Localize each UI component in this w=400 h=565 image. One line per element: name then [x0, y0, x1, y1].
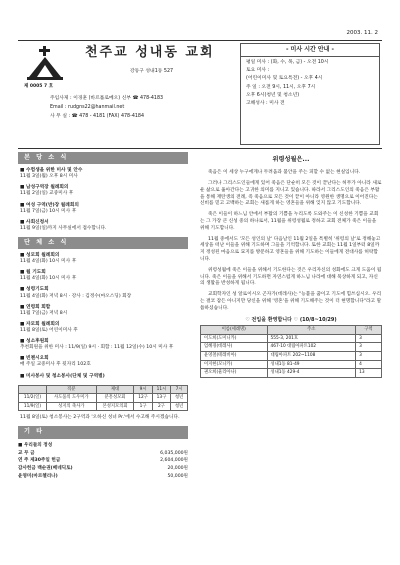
finance-amount: 6,035,000원 [160, 450, 188, 456]
schedule-cell: 11/2(일) [19, 394, 47, 403]
mass-time-line: 고해성사 : 미사 전 [246, 100, 285, 106]
news-item [18, 185, 188, 197]
email-line: Email : rudgns22@hanmail.net [50, 105, 125, 111]
schedule-col-header: 11시 [152, 385, 170, 394]
news-item-heading: ■ 성소후원회 [20, 339, 49, 345]
group-news-list [18, 253, 188, 369]
mass-time-line: 토요 미사 : [246, 68, 270, 74]
newcomer-cell: 이도희(도미니카) [201, 334, 268, 343]
finance-row [18, 466, 188, 472]
finance-amount: 20,000원 [167, 466, 188, 472]
table-row [201, 351, 382, 360]
news-item-heading: ■ 성령기도회 [20, 287, 49, 293]
news-item-heading: ■ 여성 구역(반)장 월례회의 [20, 202, 79, 208]
finance-row [18, 474, 188, 480]
contact-info [50, 96, 225, 124]
news-item-text: 11월 9일(일)까지 사무실에서 접수합니다. [20, 225, 107, 231]
finance-label: 윤영미(마르첼리나) [18, 474, 58, 480]
lesson-paragraph: 11월 중에서도 '모든 성인의 날' 다음날인 11월 2일을 특별히 '위령의 날'로 정해놓고 세상을 떠난 이들을 위해 기도하며 그들을 기억합니다. 또한 교회는 11월 1일부터 8일까지 정성된 마음으로 묘지를 방문하고 영혼들을 위해 기도하는 이들에게 전대사를 허락합니다. [200, 236, 381, 262]
news-item [18, 287, 188, 299]
newcomer-cell: 윤영철(테레비아) [201, 351, 268, 360]
schedule-col-header: 제대 [96, 385, 134, 394]
lesson-paragraph: 죽음은 이 세상 누구에게나 두려움과 불안을 주는 피할 수 없는 현실입니다. [208, 170, 361, 176]
parish-address: 강동구 성내1동 527 [130, 69, 174, 74]
news-item [18, 305, 188, 317]
schedule-col-header: 7시 [171, 385, 188, 394]
table-row [201, 360, 382, 369]
newcomer-cell: 성내1동 81-49 [267, 360, 356, 369]
schedule-cell: 청년 [171, 394, 188, 403]
newcomer-cell: 467-10 대림아파트102 [267, 343, 356, 352]
mass-time-line: 주 일 : 오전 9시, 11시, 오후 7시 [246, 84, 316, 90]
news-item-text: 매 주일 교중미사 후 뒷자리 102호 [20, 362, 91, 368]
schedule-cell: 본성지모의회 [96, 402, 134, 411]
finance-row [18, 443, 188, 449]
newcomer-cell: 13 [356, 369, 382, 378]
pastor-line: 주임사제 : 이경훈 (바르톨로메오) 신부 ☎ 478-4183 [50, 96, 164, 101]
table-row [19, 402, 188, 411]
newcomer-cell: 3 [356, 334, 382, 343]
news-item-text: 11월 2일(일) 교중미사 후 [20, 191, 74, 197]
lesson-paragraph: 그러나 그리스도인들에게 있어 죽음은 단순히 모든 것이 끝난다는 허무가 아니라 새로운 삶으로 옮아간다는 고귀한 의미를 지니고 있습니다. 따라서 그리스도인의 죽음은 부활을 통해 재탄생의 전례, 즉 죽음으로 모든 것이 끝이 아니라 영원한 생명으로 이어진다는 신비를 믿고 고백하는 교회는 새롭게 하는 영혼들을 위해 잊지 않고 기도합니다. [200, 180, 382, 207]
lesson-paragraph: 위령성월에 죽은 이들을 위해서 기도한다는 것은 우리자신의 성화에도 크게 도움이 됩니다. 죽은 이들을 위해서 기도하면 자연스럽게 하느님 나라에 대해 묵상하게 되고, 자신의 생활을 반성하게 됩니다. [200, 267, 382, 287]
newcomer-col-header: 구역 [356, 326, 382, 335]
news-item-heading: ■ 사회신청서 [20, 219, 49, 225]
finance-amount: 2,604,000원 [160, 458, 188, 464]
schedule-col-header: 9시 [134, 385, 152, 394]
mass-times-box [240, 43, 380, 145]
newcomer-cell: 권오희(율리아나) [201, 369, 268, 378]
news-item-text: 11월 4일(화) 저녁 8시 · 강사 : 김정수(마오스딩) 회장 [20, 293, 132, 299]
news-item-text: 11월 4일(화) 10시 미사 후 [20, 259, 77, 265]
newcomer-cell: 성내1동 429-4 [267, 369, 356, 378]
news-item [18, 203, 188, 215]
newcomers-table [200, 325, 382, 377]
right-column [200, 152, 382, 378]
newcomer-col-header: 이름(세례명) [201, 326, 268, 335]
left-column [18, 152, 188, 482]
finance-label: 교 무 금 [18, 450, 35, 456]
table-row [201, 334, 382, 343]
header-rule [18, 148, 382, 149]
schedule-col-header: 직분 [46, 385, 96, 394]
table-row [19, 394, 188, 403]
news-item-text: 11월 3일(월) 오후 8시 미사 [20, 174, 78, 180]
news-item-text: 추천회원을 위한 미사 : 11/9(일) 9시 · 회합 : 11월 12일(수) 10시 미사 후 [20, 345, 174, 351]
parish-title: 천주교 성내동 교회 [85, 45, 215, 60]
mass-times-title: - 미사 시간 안내 - [241, 44, 379, 57]
finance-row [18, 451, 188, 457]
newcomer-cell: 555-3, 201호 [267, 334, 356, 343]
misc-heading: 기 타 [18, 426, 188, 438]
schedule-cell: 성지의 축사가 [46, 402, 96, 411]
newcomer-cell: 이지현(모니카) [201, 360, 268, 369]
welcome-heading: ♡ 전입을 환영합니다 ♡ (10/8~10/29) [245, 316, 337, 323]
top-rule [18, 40, 382, 41]
parish-news-heading: 본 당 소 식 [18, 152, 188, 164]
schedule-cell: 13구 [152, 394, 170, 403]
newcomer-cell: 3 [356, 343, 382, 352]
table-row [201, 343, 382, 352]
mass-time-line: 오후 6시(청년 및 청소년) [246, 92, 300, 98]
group-news-heading: 단 체 소 식 [18, 237, 188, 249]
schedule-note: 11월 8일(토) 청소봉사는 2구역과 '오하신 성녀 Pr.'에서 수고해 주시겠습니다. [20, 415, 180, 421]
issue-date: 2003. 11. 2 [346, 30, 378, 36]
lesson-paragraph: 죽은 이들이 하느님 안에서 부활의 기쁨을 누리도록 도와주는 이 신성한 기쁨을 교회는 그 가장 큰 신성 중의 하나로서, 11월을 위령성월로 정하고 교회 전체가 죽은 이들을 위해 기도합니다. [200, 212, 379, 231]
newcomer-col-header: 주소 [267, 326, 356, 335]
news-item [18, 168, 188, 180]
newcomer-cell: 엄혜경(데레사) [201, 343, 268, 352]
parish-news-list [18, 168, 188, 232]
finance-label: 감사헌금 백순권(베네딕토) [18, 466, 73, 472]
schedule-heading: ■ 미사봉사 및 청소봉사(단체 및 구역별) [20, 373, 105, 379]
news-item-text: 11월 8일(토) 어린이미사 후 [20, 327, 78, 333]
news-item [18, 339, 188, 351]
schedule-cell: 사도품의 도우미가 [46, 394, 96, 403]
finance-label: ■ 우리들의 정성 [18, 442, 53, 448]
news-item-heading: ■ 남성구역장 월례회의 [20, 185, 69, 191]
news-item [18, 322, 188, 334]
lesson-paragraph: 교회학자인 성 알로이시오 곤자가(데레사)는 "능불을 꿈이고 기도에 힘쓰십시오. 우리는 결코 잠든 아니지만 당신을 위해 '영혼'을 위해 기도해주는 것이 더 현명합니다"라고 말씀하셨습니다. [200, 292, 382, 311]
news-item-heading: ■ 성모회 월례회의 [20, 253, 60, 258]
news-item-heading: ■ 자모회 월례회의 [20, 321, 60, 327]
newcomer-cell: 대림아파트 202~1108 [267, 351, 356, 360]
service-schedule-table [18, 385, 188, 412]
lesson-body [200, 170, 382, 313]
finance-list [18, 443, 188, 481]
office-line: 사 무 실 : ☎ 478 - 4181 (FAX) 478-4184 [50, 114, 145, 120]
schedule-cell: 12구 [134, 394, 152, 403]
schedule-col-header [19, 385, 47, 394]
mass-times-list [241, 57, 379, 112]
schedule-cell: 1구 [134, 402, 152, 411]
church-logo-icon [24, 45, 66, 81]
news-item-heading: ■ 월 기도회 [20, 270, 46, 276]
finance-label: 연 주 제30주일 헌금 [18, 458, 61, 464]
schedule-cell: 2구 [152, 402, 170, 411]
news-item-text: 11월 7일(금) 10시 미사 후 [20, 208, 77, 214]
lesson-title: 위령성월은... [272, 156, 310, 163]
news-item-heading: ■ 수험생을 위한 미사 및 안수 [20, 168, 83, 174]
schedule-cell: 청년 [171, 402, 188, 411]
newcomer-cell: 3 [356, 351, 382, 360]
news-item [18, 270, 188, 282]
finance-row [18, 458, 188, 464]
news-item-text: 11월 7일(금) 저녁 8시 [20, 310, 68, 316]
news-item [18, 356, 188, 368]
news-item [18, 220, 188, 232]
table-row [201, 369, 382, 378]
mass-time-line: 평일 미사 : (화, 수, 목, 금) - 오전 10시 [246, 59, 329, 65]
news-item-heading: ■ 연령회 회합 [20, 304, 51, 310]
schedule-cell: 11/9(일) [19, 402, 47, 411]
newcomer-cell: 4 [356, 360, 382, 369]
issue-number: 제 0005 7 호 [24, 84, 54, 89]
news-item-heading: ■ 빈첸시오회 [20, 356, 49, 362]
schedule-cell: 분흥성모회 [96, 394, 134, 403]
news-item [18, 253, 188, 265]
mass-time-line: (어린이미사 및 토요특전) - 오후 4시 [246, 76, 323, 82]
news-item-text: 11월 4일(화) 10시 미사 후 [20, 276, 77, 282]
finance-amount: 50,000원 [167, 474, 188, 480]
